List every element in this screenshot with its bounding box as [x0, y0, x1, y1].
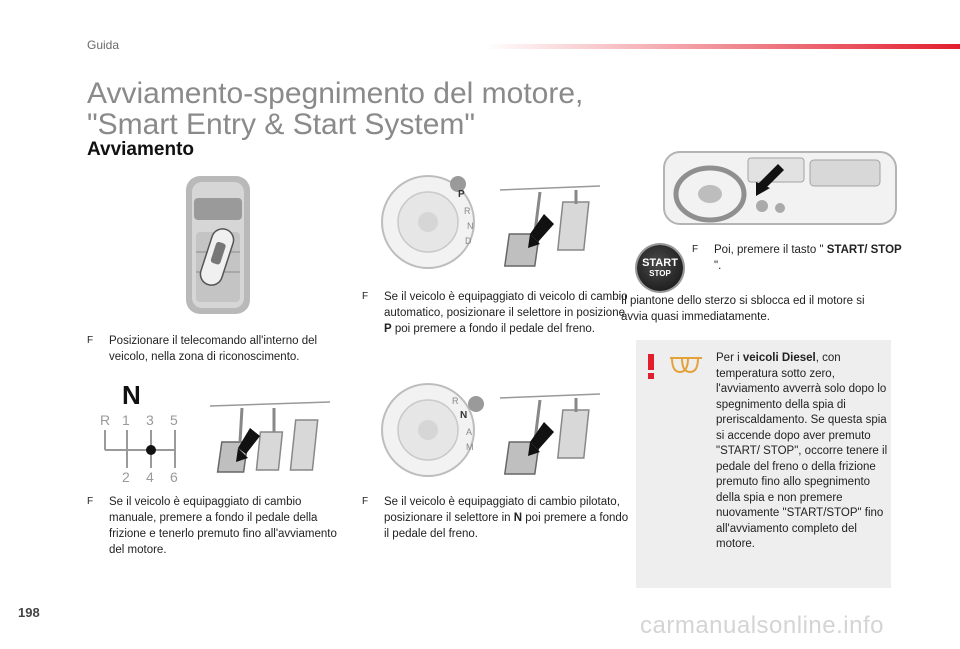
step-piloted: F Se il veicolo è equipaggiato di cambio pilotato, posizionare il selettore in N poi premere a fondo il pedale del freno.: [362, 496, 629, 540]
auto-letter-r: R: [464, 206, 471, 216]
page-title-line2: "Smart Entry & Start System": [87, 108, 476, 141]
manual-6: 6: [170, 469, 178, 485]
automatic-gear-pedals-illustration: [380, 172, 610, 272]
piloted-letter-r: R: [452, 396, 459, 406]
step-automatic: F Se il veicolo è equipaggiato di veicolo di cambio automatico, posizionare il selettore in posizione P poi premere a fondo il pedale del freno.: [362, 291, 628, 335]
watermark: carmanualsonline.info: [640, 612, 884, 639]
piloted-letter-m: M: [466, 442, 474, 452]
piloted-letter-n: N: [460, 410, 468, 421]
steering-note: Il piantone dello sterzo si sblocca ed il motore si avvia quasi immediatamente.: [621, 295, 865, 323]
bullet-icon: F: [87, 335, 94, 346]
page-title-line1: Avviamento-spegnimento del motore,: [87, 77, 584, 110]
page-number: 198: [18, 605, 40, 620]
exclamation-icon: [648, 354, 654, 370]
manual-5: 5: [170, 412, 178, 428]
section-label: Guida: [87, 38, 120, 52]
auto-letter-p: P: [458, 189, 465, 200]
auto-letter-n: N: [467, 221, 474, 231]
start-label: START: [642, 257, 678, 269]
step-key-zone: F Posizionare il telecomando all'interno del veicolo, nella zona di riconoscimento.: [87, 335, 318, 363]
auto-letter-d: D: [465, 236, 472, 246]
warning-icons: [644, 354, 706, 380]
piloted-letter-a: A: [466, 427, 473, 437]
stop-label: STOP: [649, 269, 671, 278]
piloted-gear-pedals-illustration: [380, 380, 610, 480]
step-press-start: F Poi, premere il tasto " START/ STOP ".: [692, 244, 902, 272]
step-manual: F Se il veicolo è equipaggiato di cambio manuale, premere a fondo il pedale della frizione e tenerlo premuto fino all'avviamento del motore.: [87, 496, 337, 556]
preheating-glow-plug-icon: [670, 358, 702, 372]
manual-r: R: [100, 412, 111, 428]
start-stop-button-icon: [637, 245, 683, 291]
page-title: [87, 78, 583, 140]
manual-3: 3: [146, 412, 154, 428]
manual-gear-diagram: [96, 380, 186, 488]
car-top-view-illustration: [182, 172, 254, 318]
header-accent-bar: [485, 44, 960, 49]
dashboard-illustration: [660, 148, 900, 228]
manual-neutral-label: N: [122, 380, 141, 410]
diesel-warning-text: Per i veicoli Diesel, con temperatura sotto zero, l'avviamento avverrà solo dopo lo spegnimento della spia di preriscaldamento. Se questa spia si accende dopo aver premuto "START/ STOP", occorre tenere il pedale del freno o della frizione premuto fino allo spegnimento della spia e non premere nuovamente "START/STOP" fino all'avviamento completo del motore.: [716, 352, 888, 550]
bullet-icon: F: [87, 496, 94, 507]
manual-pedals-illustration: [206, 398, 334, 478]
manual-4: 4: [146, 469, 154, 485]
manual-2: 2: [122, 469, 130, 485]
bullet-icon: F: [362, 496, 369, 507]
bullet-icon: F: [692, 244, 699, 255]
bullet-icon: F: [362, 291, 369, 302]
manual-1: 1: [122, 412, 130, 428]
section-subtitle: Avviamento: [87, 139, 194, 160]
